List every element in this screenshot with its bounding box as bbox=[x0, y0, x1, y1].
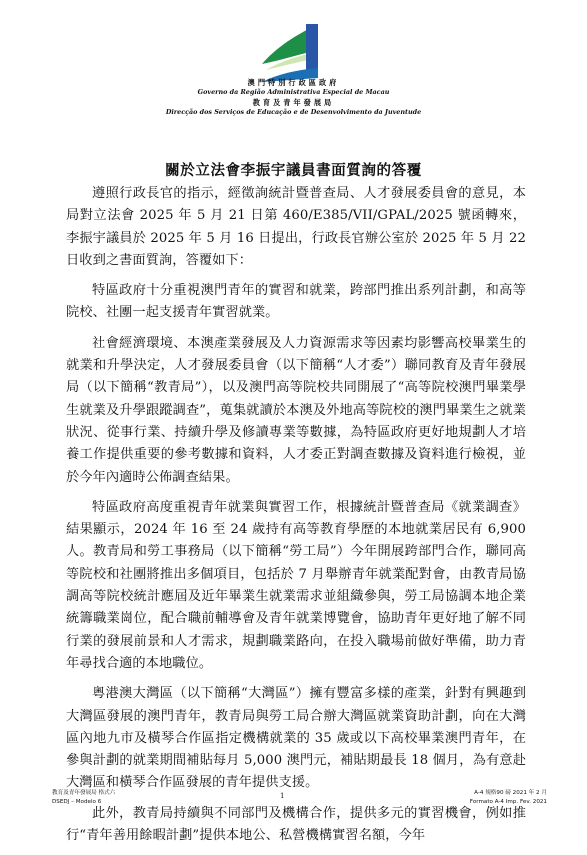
document-title: 關於立法會李振宇議員書面質詢的答覆 bbox=[165, 162, 422, 179]
department-name-chinese: 教育及青年發展局 bbox=[252, 98, 335, 107]
paragraph-intro: 遵照行政長官的指示，經徵詢統計暨普查局、人才發展委員會的意見，本局對立法會 2025 年 5 月 21 日第 460/E385/VII/GPAL/2025 號函轉來，李振宇議員於 2025 年 5 月 16 日提出，行政長官辦公室於 2025 年 5 月 22 日收到之書面質詢，答覆如下： bbox=[66, 186, 526, 268]
document-body bbox=[66, 183, 526, 855]
footer-paper-format-pt: Formato A-4 Imp. Fev. 2021 bbox=[469, 799, 547, 805]
paragraph-greater-bay-area: 粵港澳大灣區（以下簡稱“大灣區”）擁有豐富多樣的產業，針對有興趣到大灣區發展的澳門青年，教青局與勞工局合辦大灣區就業資助計劃，向在大灣區內地九市及橫琴合作區指定機構就業的 35 歲或以下高校畢業澳門青年，在參與計劃的就業期間補貼每月 5,000 澳門元，補貼期最長 18 個月，為有意赴大灣區和橫琴合作區發展的青年提供支援。 bbox=[66, 686, 526, 791]
paragraph-internships: 此外，教青局持續與不同部門及機構合作，提供多元的實習機會，例如推行“青年善用餘暇計劃”提供本地公、私營機構實習名額，今年 bbox=[66, 805, 526, 844]
paragraph-overview: 特區政府十分重視澳門青年的實習和就業，跨部門推出系列計劃，和高等院校、社團一起支援青年實習就業。 bbox=[66, 283, 526, 321]
government-name-chinese: 澳門特別行政區政府 bbox=[247, 78, 340, 87]
footer-form-code-pt: DSEDJ – Modelo 6 bbox=[52, 799, 102, 805]
paragraph-employment: 特區政府高度重視青年就業與實習工作，根據統計暨普查局《就業調查》結果顯示，2024 年 16 至 24 歲持有高等教育學歷的本地就業居民有 6,900 人。教青局和勞工事務局（以下簡稱“勞工局”）今年開展跨部門合作，聯同高等院校和社團將推出多個項目，包括於 7 月舉辦青年就業配對會，由教青局協調高等院校統計應屆及近年畢業生就業需求並組織參與，勞工局協調本地企業統籌職業崗位，配合職前輔導會及青年就業博覽會，協助青年更好地了解不同行業的發展前景和人才需求，規劃職業路向，在投入職場前做好準備，助力青年尋找合適的本地職位。 bbox=[66, 499, 526, 671]
footer-paper-format bbox=[470, 789, 547, 807]
footer-paper-format-zh: A-4 規格90 磅 2021 年 2 月 bbox=[474, 790, 547, 796]
page-number: 1 bbox=[280, 792, 285, 800]
paragraph-survey: 社會經濟環境、本澳產業發展及人力資源需求等因素均影響高校畢業生的就業和升學決定，人才發展委員會（以下簡稱“人才委”）聯同教育及青年發展局（以下簡稱“教青局”），以及澳門高等院校共同開展了“高等院校澳門畢業學生就業及升學跟蹤調查”，蒐集就讀於本澳及外地高等院校的澳門畢業生之就業狀況、從事行業、持續升學及修讀專業等數據，為特區政府更好地規劃人才培養工作提供重要的參考數據和資料，人才委正對調查數據及資料進行檢視，並於今年內適時公佈調查結果。 bbox=[66, 335, 526, 485]
department-name-portuguese: Direcção dos Serviços de Educação e de Desenvolvimento da Juventude bbox=[165, 108, 422, 116]
footer-form-code bbox=[52, 789, 115, 807]
footer-form-code-zh: 教育及青年發展局 格式六 bbox=[52, 790, 116, 796]
macau-sar-emblem-logo bbox=[260, 20, 324, 84]
government-name-portuguese: Governo da Região Administrativa Especial de Macau bbox=[197, 88, 390, 96]
